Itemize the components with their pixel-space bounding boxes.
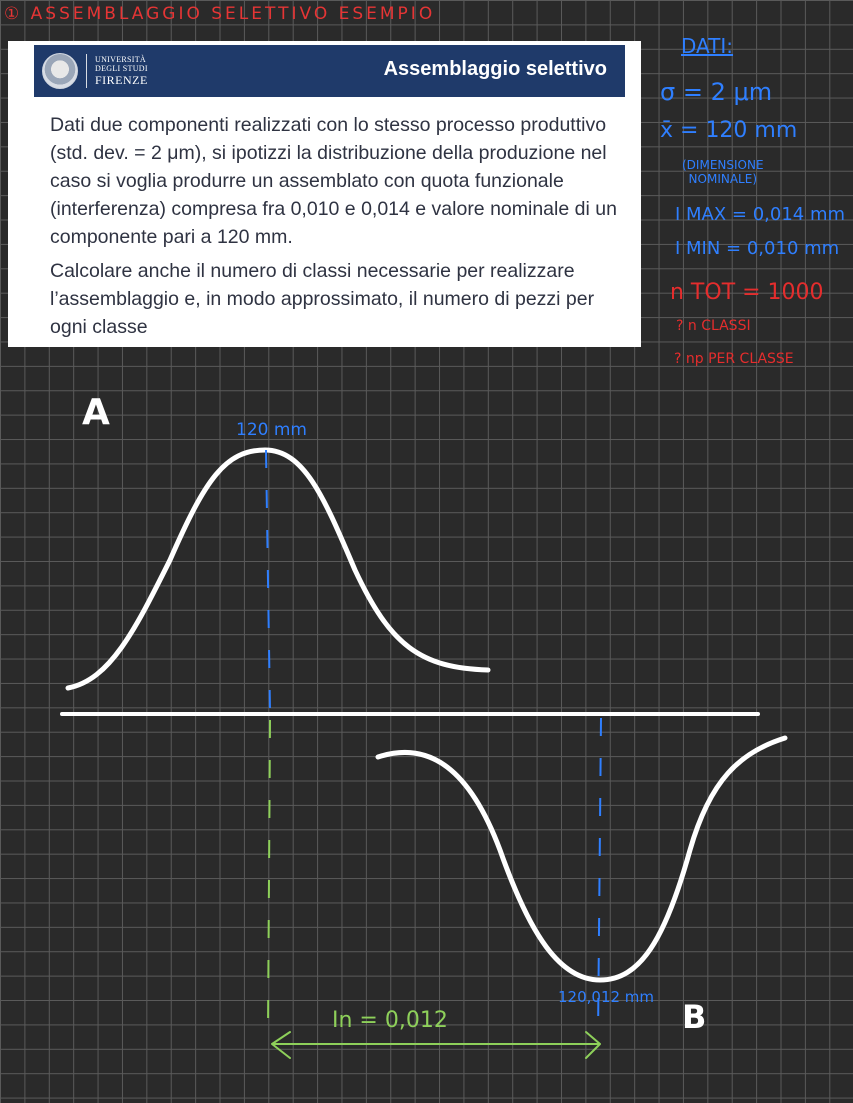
- sigma-value: σ = 2 μm: [660, 78, 773, 106]
- handwritten-title-note: ① ASSEMBLAGGIO SELETTIVO ESEMPIO: [4, 4, 436, 24]
- interference-arrow: [272, 1032, 600, 1058]
- distribution-b-curve: [378, 738, 785, 980]
- imin-value: I MIN = 0,010 mm: [675, 238, 840, 259]
- n-classi-question: ? n CLASSI: [676, 318, 751, 334]
- distribution-b-label: B: [682, 998, 707, 1036]
- distribution-a-curve: [68, 450, 488, 688]
- problem-question: Calcolare anche il numero di classi necessarie per realizzare l’assemblaggio e, in modo approssimato, il numero di pezzi per ogni classe: [50, 260, 595, 338]
- dim-note-line1: (DIMENSIONE: [682, 158, 764, 172]
- logo-line-degli-studi: DEGLI STUDI: [95, 64, 148, 73]
- mean-b-label: 120,012 mm: [558, 988, 655, 1006]
- slide-title: Assemblaggio selettivo: [383, 58, 607, 80]
- mean-a-dashed-line: [266, 450, 270, 712]
- distribution-a-label: A: [82, 392, 110, 433]
- ntot-value: n TOT = 1000: [670, 280, 824, 305]
- n-pezzi-question: ? np PER CLASSE: [674, 351, 794, 367]
- mean-a-green-extension: [268, 720, 270, 1035]
- interference-label: In = 0,012: [332, 1008, 448, 1033]
- logo-line-firenze: FIRENZE: [95, 73, 148, 87]
- dati-heading: DATI:: [681, 34, 734, 58]
- mean-a-label: 120 mm: [236, 420, 307, 440]
- dim-note-line2: NOMINALE): [688, 172, 757, 186]
- logo-line-universita: UNIVERSITÀ: [95, 55, 146, 64]
- xbar-value: x̄ = 120 mm: [660, 118, 798, 143]
- problem-statement: Dati due componenti realizzati con lo stesso processo produttivo (std. dev. = 2 μm), si ipotizzi la distribuzione della produzione nel caso si voglia produrre un assemblato con quota funzionale (interferenza) compresa fra 0,010 e 0,014 e valore nominale di un componente pari a 120 mm.: [50, 114, 617, 248]
- imax-value: I MAX = 0,014 mm: [675, 204, 846, 225]
